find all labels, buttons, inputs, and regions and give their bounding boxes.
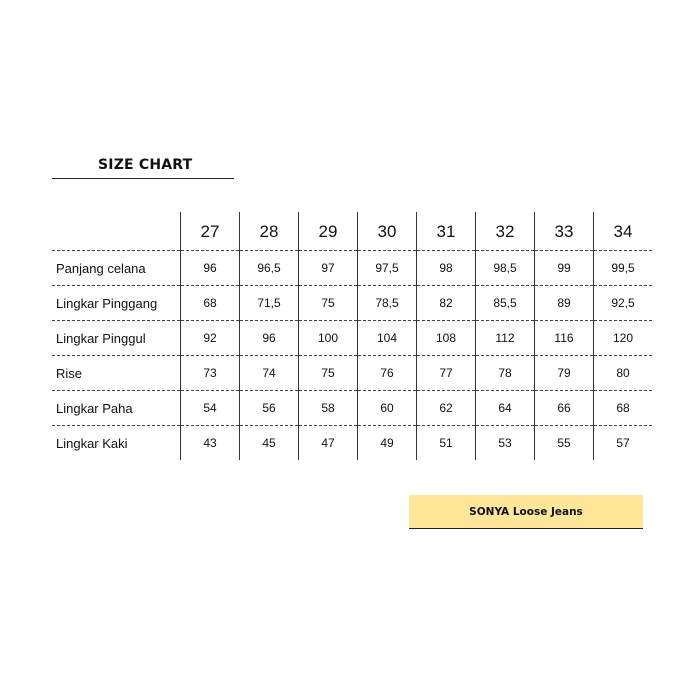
size-chart-title — [52, 155, 234, 179]
measurement-row — [52, 356, 652, 391]
measurement-value: 96 — [240, 321, 299, 356]
measurement-value: 78,5 — [358, 286, 417, 321]
measurement-value: 53 — [476, 426, 535, 461]
measurement-value: 73 — [181, 356, 240, 391]
measurement-value: 100 — [299, 321, 358, 356]
header-corner-cell — [52, 212, 181, 251]
measurement-value: 99 — [535, 251, 594, 286]
measurement-value: 49 — [358, 426, 417, 461]
size-header-28: 28 — [240, 212, 299, 251]
measurement-row — [52, 426, 652, 461]
measurement-value: 98 — [417, 251, 476, 286]
size-header-33: 33 — [535, 212, 594, 251]
size-table — [52, 212, 652, 460]
brand-label-box — [409, 495, 643, 529]
measurement-value: 97 — [299, 251, 358, 286]
measurement-row — [52, 286, 652, 321]
measurement-value: 45 — [240, 426, 299, 461]
size-table-body — [52, 251, 652, 461]
measurement-label: Panjang celana — [52, 251, 181, 286]
size-header-row — [52, 212, 652, 251]
measurement-value: 71,5 — [240, 286, 299, 321]
size-header-32: 32 — [476, 212, 535, 251]
measurement-value: 75 — [299, 356, 358, 391]
measurement-value: 80 — [594, 356, 653, 391]
size-header-31: 31 — [417, 212, 476, 251]
measurement-label: Rise — [52, 356, 181, 391]
measurement-value: 108 — [417, 321, 476, 356]
measurement-value: 57 — [594, 426, 653, 461]
measurement-label: Lingkar Pinggang — [52, 286, 181, 321]
measurement-value: 74 — [240, 356, 299, 391]
measurement-value: 60 — [358, 391, 417, 426]
measurement-value: 85,5 — [476, 286, 535, 321]
measurement-label: Lingkar Paha — [52, 391, 181, 426]
size-header-34: 34 — [594, 212, 653, 251]
measurement-value: 68 — [181, 286, 240, 321]
size-header-30: 30 — [358, 212, 417, 251]
measurement-value: 68 — [594, 391, 653, 426]
measurement-value: 76 — [358, 356, 417, 391]
brand-label: SONYA Loose Jeans — [469, 505, 583, 518]
measurement-value: 75 — [299, 286, 358, 321]
measurement-value: 64 — [476, 391, 535, 426]
measurement-value: 77 — [417, 356, 476, 391]
measurement-value: 56 — [240, 391, 299, 426]
measurement-value: 54 — [181, 391, 240, 426]
measurement-value: 89 — [535, 286, 594, 321]
measurement-value: 112 — [476, 321, 535, 356]
measurement-value: 78 — [476, 356, 535, 391]
measurement-value: 43 — [181, 426, 240, 461]
measurement-value: 96 — [181, 251, 240, 286]
size-table-header — [52, 212, 652, 251]
measurement-value: 99,5 — [594, 251, 653, 286]
measurement-value: 82 — [417, 286, 476, 321]
measurement-value: 62 — [417, 391, 476, 426]
measurement-value: 79 — [535, 356, 594, 391]
measurement-value: 104 — [358, 321, 417, 356]
measurement-value: 92 — [181, 321, 240, 356]
measurement-value: 98,5 — [476, 251, 535, 286]
measurement-value: 47 — [299, 426, 358, 461]
measurement-label: Lingkar Kaki — [56, 435, 128, 451]
measurement-row — [52, 251, 652, 286]
measurement-label: Lingkar Pinggul — [52, 321, 181, 356]
measurement-value: 92,5 — [594, 286, 653, 321]
size-header-27: 27 — [181, 212, 240, 251]
measurement-value: 96,5 — [240, 251, 299, 286]
measurement-value: 51 — [417, 426, 476, 461]
measurement-value: 116 — [535, 321, 594, 356]
measurement-value: 120 — [594, 321, 653, 356]
measurement-value: 55 — [535, 426, 594, 461]
measurement-value: 58 — [299, 391, 358, 426]
size-chart-title-text: SIZE CHART — [98, 157, 193, 173]
measurement-value: 97,5 — [358, 251, 417, 286]
measurement-row — [52, 321, 652, 356]
size-header-29: 29 — [299, 212, 358, 251]
measurement-value: 66 — [535, 391, 594, 426]
measurement-row — [52, 391, 652, 426]
